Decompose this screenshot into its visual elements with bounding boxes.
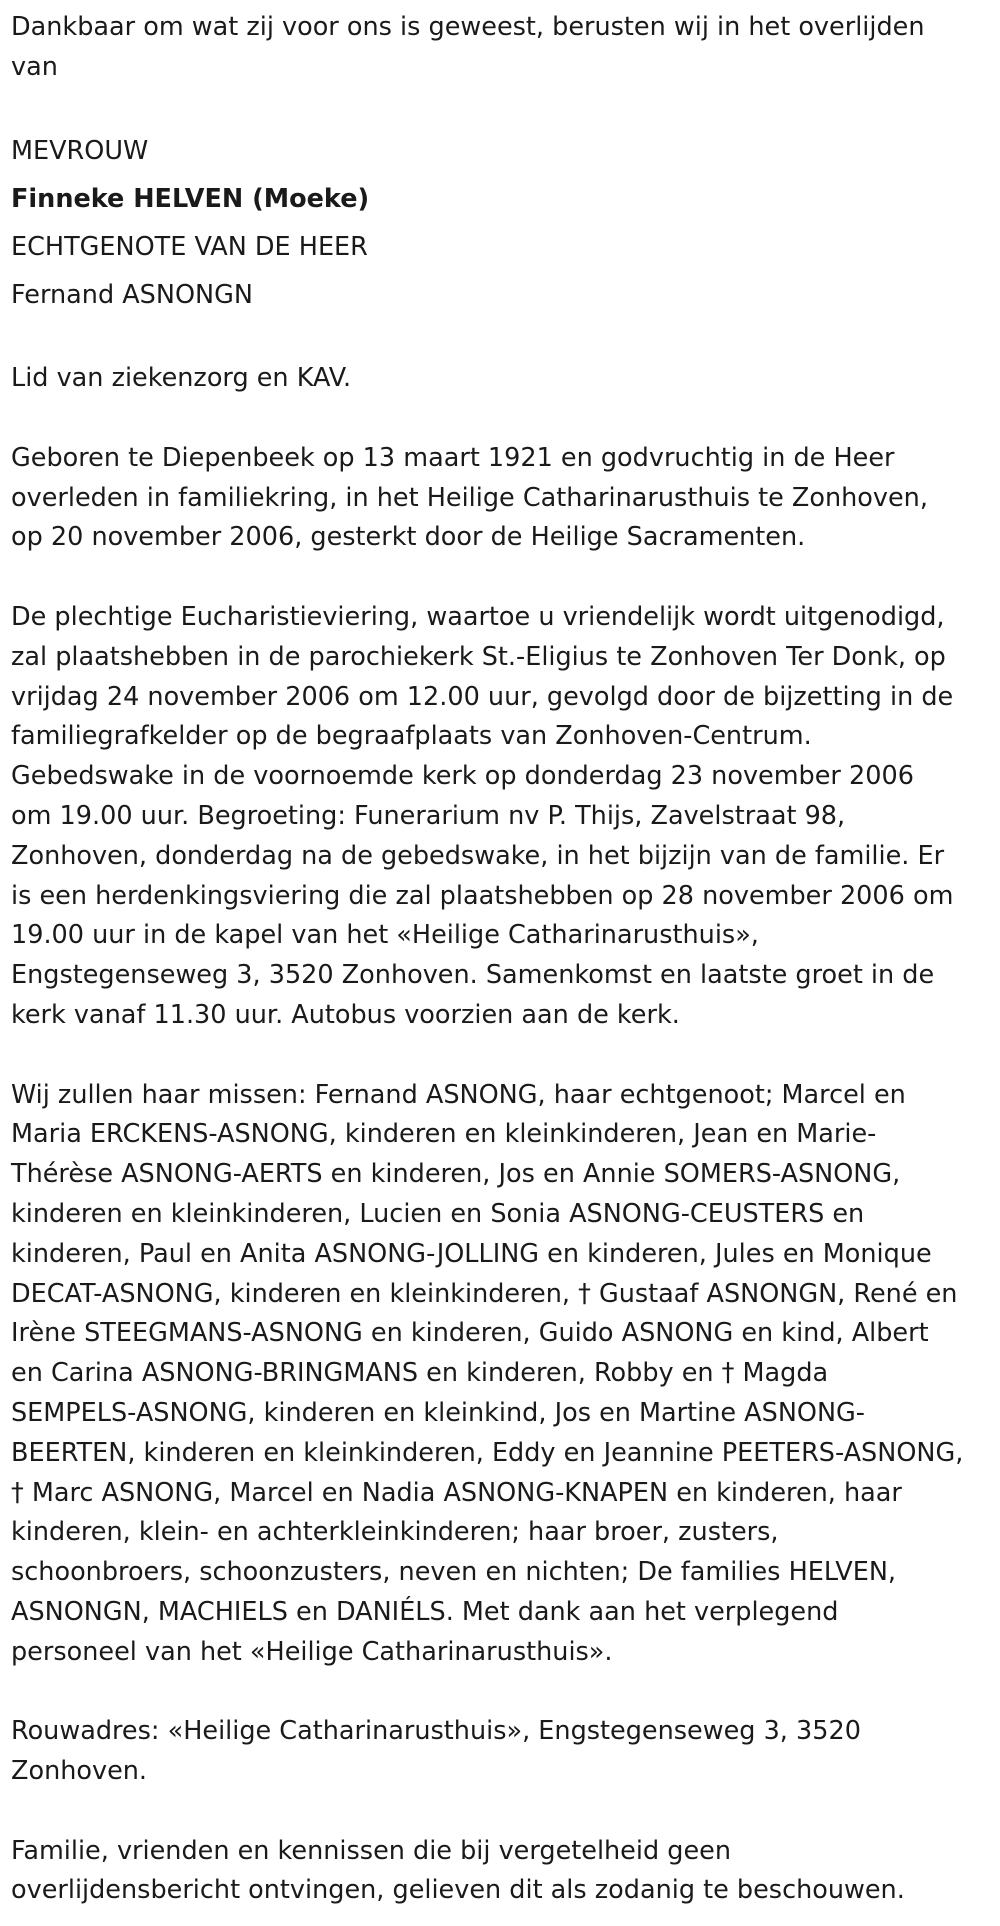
spouse-label: ECHTGENOTE VAN DE HEER [11, 232, 368, 263]
text-line: personeel van het «Heilige Catharinarusthuis». [11, 1636, 613, 1667]
spouse-name: Fernand ASNONGN [11, 280, 253, 311]
text-line: vrijdag 24 november 2006 om 12.00 uur, gevolgd door de bijzetting in de [11, 681, 954, 712]
family-paragraph [11, 1076, 990, 1673]
text-line: familiegrafkelder op de begraafplaats van Zonhoven-Centrum. [11, 721, 812, 752]
text-line: om 19.00 uur. Begroeting: Funerarium nv P. Thijs, Zavelstraat 98, [11, 800, 846, 831]
text-line: Maria ERCKENS-ASNONG, kinderen en kleinkinderen, Jean en Marie- [11, 1119, 877, 1150]
text-line: Geboren te Diepenbeek op 13 maart 1921 en godvruchtig in de Heer [11, 442, 895, 473]
text-line: zal plaatshebben in de parochiekerk St.-Eligius te Zonhoven Ter Donk, op [11, 641, 946, 672]
text-line: overlijdensbericht ontvingen, gelieven dit als zodanig te beschouwen. [11, 1875, 905, 1906]
text-line: Zonhoven, donderdag na de gebedswake, in het bijzijn van de familie. Er [11, 840, 945, 871]
text-line: Gebedswake in de voornoemde kerk op donderdag 23 november 2006 [11, 761, 914, 792]
title-label: MEVROUW [11, 136, 149, 167]
text-line: is een herdenkingsviering die zal plaatshebben op 28 november 2006 om [11, 880, 954, 911]
address-paragraph [11, 1712, 990, 1792]
text-line: Lid van ziekenzorg en KAV. [11, 363, 352, 394]
deceased-header [11, 127, 990, 319]
text-line: Thérèse ASNONG-AERTS en kinderen, Jos en Annie SOMERS-ASNONG, [11, 1159, 901, 1190]
text-line: Engstegenseweg 3, 3520 Zonhoven. Samenkomst en laatste groet in de [11, 960, 935, 991]
text-line: Familie, vrienden en kennissen die bij vergetelheid geen [11, 1835, 731, 1866]
membership-paragraph [11, 359, 990, 399]
text-line: ASNONGN, MACHIELS en DANIÉLS. Met dank aan het verplegend [11, 1596, 839, 1627]
closing-paragraph [11, 1832, 990, 1912]
text-line: BEERTEN, kinderen en kleinkinderen, Eddy en Jeannine PEETERS-ASNONG, [11, 1437, 964, 1468]
birth-death-paragraph [11, 439, 990, 558]
text-line: overleden in familiekring, in het Heilige Catharinarusthuis te Zonhoven, [11, 482, 928, 513]
text-line: Dankbaar om wat zij voor ons is geweest, berusten wij in het overlijden [11, 12, 925, 42]
text-line: 19.00 uur in de kapel van het «Heilige Catharinarusthuis», [11, 920, 759, 951]
text-line: DECAT-ASNONG, kinderen en kleinkinderen, † Gustaaf ASNONGN, René en [11, 1278, 958, 1309]
text-line: De plechtige Eucharistieviering, waartoe u vriendelijk wordt uitgenodigd, [11, 601, 945, 632]
text-line: schoonbroers, schoonzusters, neven en nichten; De families HELVEN, [11, 1557, 897, 1588]
text-line: SEMPELS-ASNONG, kinderen en kleinkind, Jos en Martine ASNONG- [11, 1397, 866, 1428]
text-line: Zonhoven. [11, 1756, 148, 1787]
text-line: en Carina ASNONG-BRINGMANS en kinderen, Robby en † Magda [11, 1358, 829, 1389]
text-line: † Marc ASNONG, Marcel en Nadia ASNONG-KNAPEN en kinderen, haar [11, 1477, 902, 1508]
text-line: Wij zullen haar missen: Fernand ASNONG, haar echtgenoot; Marcel en [11, 1079, 906, 1110]
text-line: kerk vanaf 11.30 uur. Autobus voorzien aan de kerk. [11, 999, 680, 1030]
text-line: Irène STEEGMANS-ASNONG en kinderen, Guido ASNONG en kind, Albert [11, 1318, 929, 1349]
text-line: Rouwadres: «Heilige Catharinarusthuis», Engstegenseweg 3, 3520 [11, 1716, 861, 1747]
text-line: kinderen, Paul en Anita ASNONG-JOLLING en kinderen, Jules en Monique [11, 1238, 932, 1269]
ceremony-paragraph [11, 598, 990, 1036]
text-line: kinderen en kleinkinderen, Lucien en Sonia ASNONG-CEUSTERS en [11, 1198, 865, 1229]
text-line: op 20 november 2006, gesterkt door de Heilige Sacramenten. [11, 522, 806, 553]
text-line: kinderen, klein- en achterkleinkinderen; haar broer, zusters, [11, 1517, 779, 1548]
text-line: van [11, 51, 58, 82]
intro-paragraph [11, 8, 990, 88]
deceased-name: Finneke HELVEN (Moeke) [11, 184, 370, 215]
